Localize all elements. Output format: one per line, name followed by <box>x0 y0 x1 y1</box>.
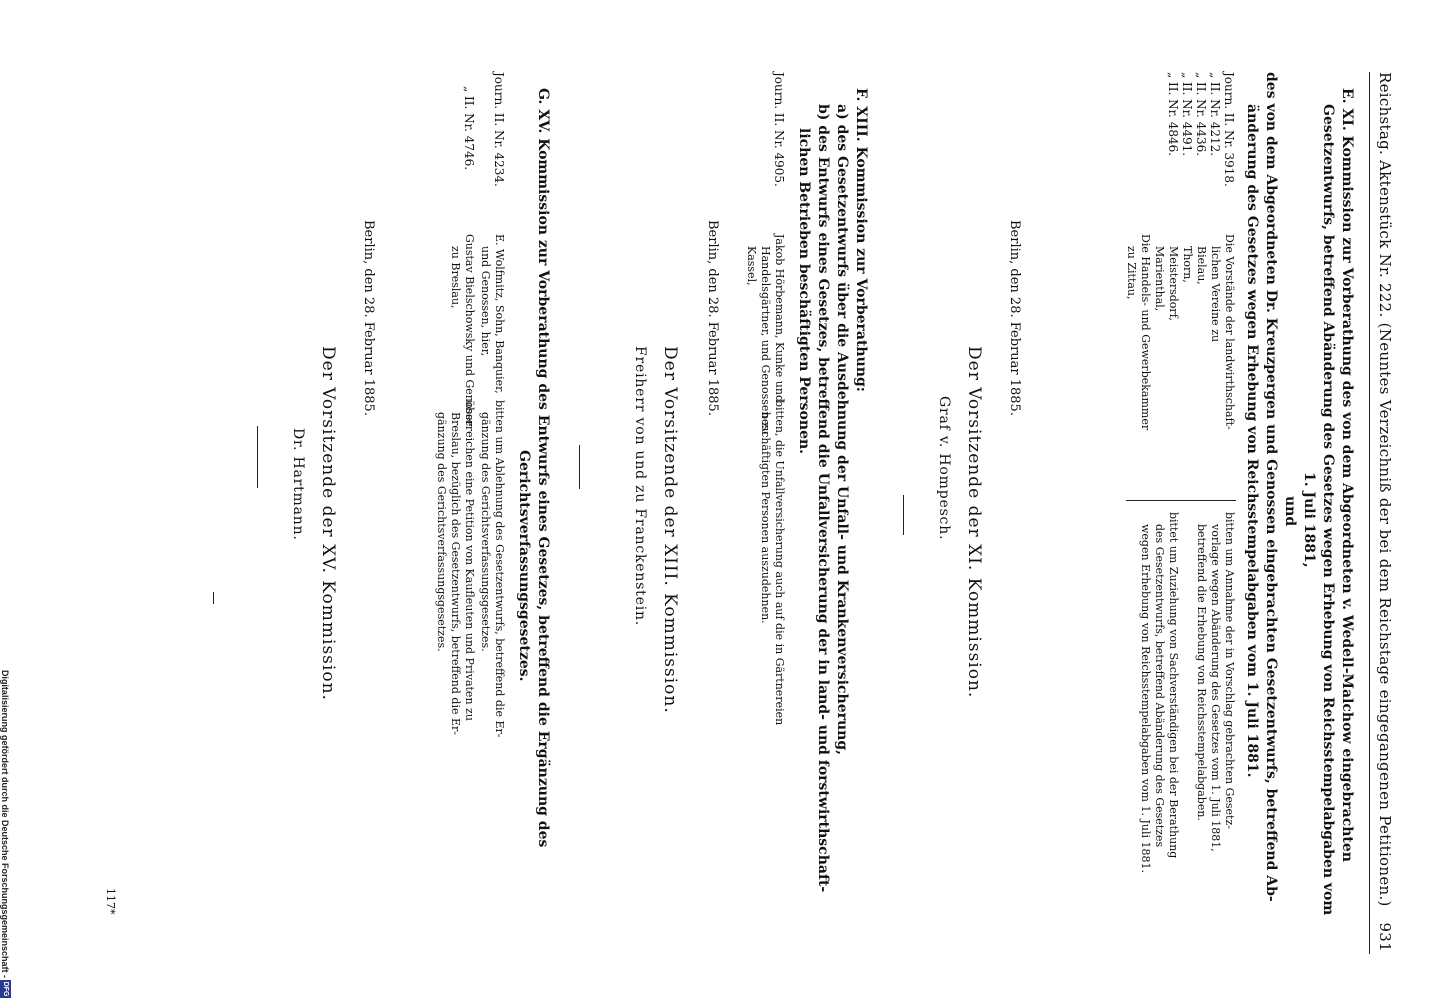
header-rule <box>1369 72 1370 954</box>
section-f-heading-2: a) des Gesetzentwurfs über die Ausdehnung der Unfall- und Krankenversicherung, <box>834 104 850 756</box>
section-e-petitioner-7: zu Zittau, <box>1125 246 1138 300</box>
section-e-chair: Der Vorsitzende der XI. Kommission. <box>964 346 984 699</box>
section-f-request-line-0: bitten, die Unfallversicherung auch auf die in Gärtnereien <box>773 400 786 726</box>
running-head-text: Reichstag. Aktenstück Nr. 222. (Neuntes Verzeichniß der bei dem Reichstage eingegangenen Petitionen.) <box>1376 72 1394 907</box>
section-e-heading-5: des von dem Abgeordneten Dr. Kreuzpergen und Genossen eingebrachten Gesetzentwurfs, betreffend Ab- <box>1263 72 1279 902</box>
section-g-end-mark <box>213 592 214 604</box>
section-e-heading-6: änderung des Gesetzes wegen Erhebung von Reichsstempelabgaben vom 1. Juli 1881. <box>1244 104 1260 778</box>
section-f-request-line-1: beschäftigten Personen auszudehnen. <box>759 412 772 624</box>
section-f-petitioner-line-2: Kassel, <box>745 246 758 286</box>
section-e-ref-0: Journ. II. Nr. 3918. <box>1222 72 1236 187</box>
section-f-petitioner-line-1: Handelsgärtner, und Genossen zu <box>759 246 772 435</box>
section-g-request-1-line-1: Breslau, bezüglich des Gesetzentwurfs, betreffend die Er- <box>449 412 462 736</box>
section-e-petitioner-1: lichen Vereine zu <box>1209 246 1222 343</box>
section-e-request-2-line-2: wegen Erhebung von Reichsstempelabgaben vom 1. Juli 1881. <box>1139 524 1152 873</box>
section-g-petitioner-1-line-0: Gustav Bielschowsky und Genosse <box>463 234 476 427</box>
section-g-heading-1: G. XV. Kommission zur Vorberathung des Entwurfs eines Gesetzes, betreffend die Ergänzung des <box>535 88 551 848</box>
section-e-request-2-line-0: bittet um Zuziehung von Sachverständigen bei der Berathung <box>1167 512 1180 859</box>
section-e-petitioner-0: Die Vorstände der landwirthschaft- <box>1223 234 1236 430</box>
section-g-request-1-line-0: überreichen eine Petition von Kaufleuten und Privaten zu <box>463 400 476 721</box>
section-e-request-2-line-1: des Gesetzentwurfs, betreffend Abänderung des Gesetzes <box>1153 524 1166 848</box>
section-f-heading-3: b) des Entwurfs eines Gesetzes, betreffend die Unfallversicherung der in land- und forstwirthschaft- <box>815 104 831 893</box>
section-g-petitioner-1-line-1: zu Breslau, <box>449 246 462 309</box>
section-e-separator <box>903 495 904 535</box>
section-f-date: Berlin, den 28. Februar 1885. <box>705 220 720 416</box>
section-e-petitioner-6: Die Handels- und Gewerbekammer <box>1139 234 1152 431</box>
section-g-chair: Der Vorsitzende der XV. Kommission. <box>318 346 338 701</box>
running-head <box>1376 72 1394 952</box>
section-e-brace <box>1126 500 1236 501</box>
section-f-ref: Journ. II. Nr. 4905. <box>772 72 786 187</box>
section-e-petitioner-3: Thorn, <box>1181 246 1194 283</box>
section-f-petitioner-line-0: Jakob Hörbemann, Kunke und <box>773 234 786 402</box>
section-e-petitioner-2: Bielau, <box>1195 246 1208 285</box>
page-number: 931 <box>1376 922 1394 952</box>
section-g-ref-1: „ II. Nr. 4746. <box>462 86 476 171</box>
section-e-date: Berlin, den 28. Februar 1885. <box>1007 220 1022 416</box>
attribution-text: Digitalisierung gefördert durch die Deutsche Forschungsgemeinschaft - <box>0 669 10 978</box>
section-g-heading-2: Gerichtsverfassungsgesetzes. <box>516 450 532 682</box>
section-e-request-1-line-0: bitten um Annahme der in Vorschlag gebrachten Gesetz- <box>1223 512 1236 829</box>
dfg-logo-icon: DFG <box>2 981 9 997</box>
section-e-chair-name: Graf v. Hompesch. <box>936 396 952 541</box>
section-g-request-1-line-2: gänzung des Gerichtsverfassungsgesetzes. <box>435 412 448 652</box>
section-f-heading-4: lichen Betrieben beschäftigten Personen. <box>796 128 812 455</box>
section-f-chair-name: Freiherr von und zu Franckenstein. <box>632 346 648 627</box>
section-e-heading-4: und <box>1282 496 1298 527</box>
section-e-petitioner-5: Marienthal, <box>1153 246 1166 312</box>
section-e-heading-2: Gesetzentwurfs, betreffend Abänderung des Gesetzes wegen Erhebung von Reichsstempelabgaben vom <box>1320 104 1336 916</box>
section-g-request-0-line-0: bitten um Ablehnung des Gesetzentwurfs, betreffend die Er- <box>493 400 506 738</box>
section-g-request-0-line-1: gänzung des Gerichtsverfassungsgesetzes. <box>479 412 492 652</box>
section-e-ref-1: „ II. Nr. 4212. <box>1208 72 1222 157</box>
section-g-chair-name: Dr. Hartmann. <box>290 428 306 541</box>
section-g-ref-0: Journ. II. Nr. 4234. <box>492 72 506 187</box>
section-e-request-1-line-1: vorlage wegen Abänderung des Gesetzes vom 1. Juli 1881, <box>1209 524 1222 852</box>
attribution-bar <box>0 0 10 1000</box>
section-e-ref-2: „ II. Nr. 4436. <box>1194 72 1208 157</box>
section-e-heading-1: E. XI. Kommission zur Vorberathung des von dem Abgeordneten v. Wedell-Malchow eingebrachten <box>1339 88 1355 862</box>
section-f-separator <box>579 445 580 489</box>
signature-mark: 117* <box>104 888 117 915</box>
section-e-ref-3: „ II. Nr. 4491. <box>1180 72 1194 157</box>
section-g-petitioner-0-line-0: E. Wolfmitz, Sohn, Banquier, <box>493 234 506 394</box>
section-e-ref-4: „ II. Nr. 4846. <box>1166 72 1180 157</box>
section-g-separator <box>257 426 258 488</box>
section-f-heading-1: F. XIII. Kommission zur Vorberathung: <box>853 88 869 392</box>
section-e-heading-3: 1. Juli 1881, <box>1301 472 1317 568</box>
section-e-petitioner-4: Meistersdorf, <box>1167 246 1180 321</box>
section-g-petitioner-0-line-1: und Genossen, hier, <box>479 246 492 357</box>
section-e-request-1-line-2: betreffend die Erhebung von Reichsstempelabgaben. <box>1195 524 1208 821</box>
section-g-date: Berlin, den 28. Februar 1885. <box>361 220 376 416</box>
section-f-chair: Der Vorsitzende der XIII. Kommission. <box>660 346 680 714</box>
